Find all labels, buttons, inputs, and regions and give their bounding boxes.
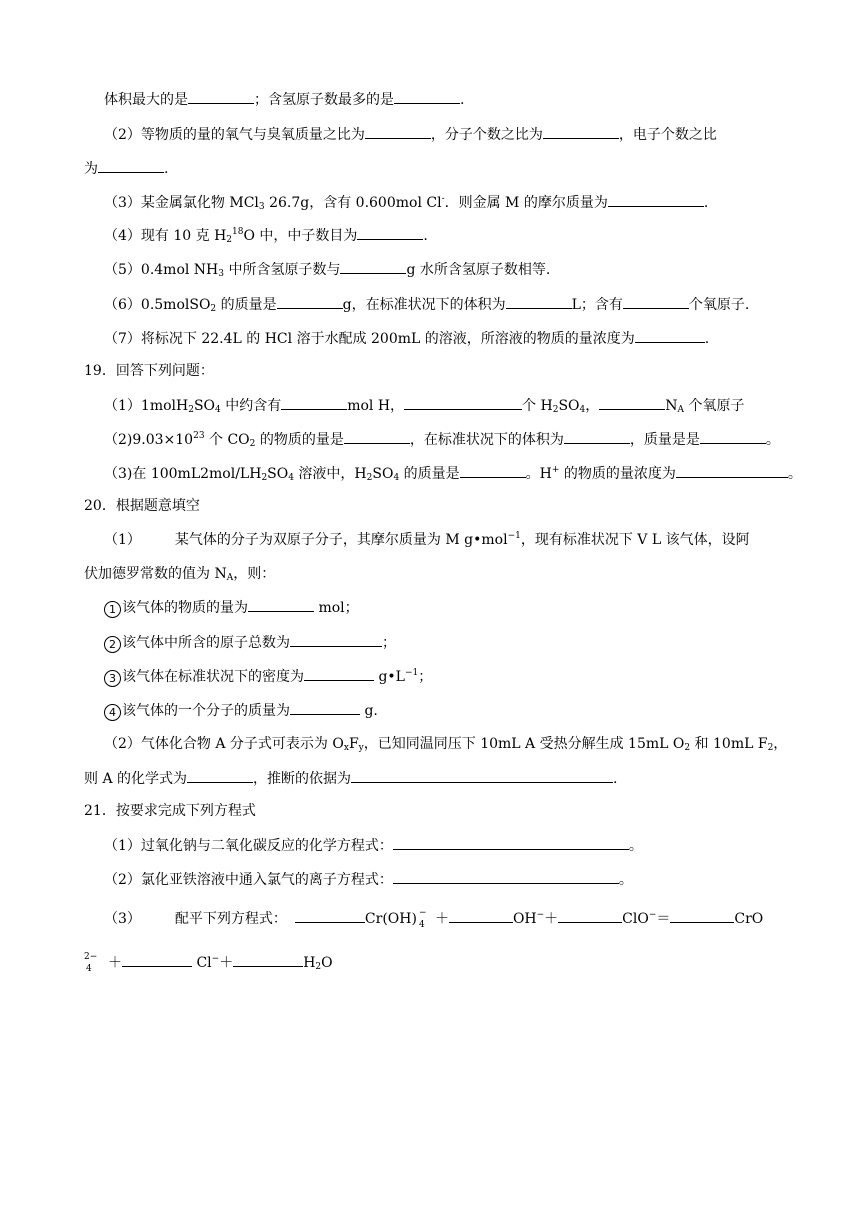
answer-blank[interactable] bbox=[449, 908, 513, 923]
text: . bbox=[703, 195, 709, 211]
text: ，电子个数之比 bbox=[618, 127, 717, 143]
text: . bbox=[704, 331, 710, 347]
text: 中约含有 bbox=[220, 398, 282, 414]
circled-number: 3 bbox=[104, 670, 121, 687]
subscript: 4 bbox=[288, 473, 294, 483]
text: 该气体的物质的量为 bbox=[122, 600, 248, 616]
text: H bbox=[303, 955, 316, 971]
subscript: 2 bbox=[366, 473, 373, 483]
text: 的质量是 bbox=[216, 297, 277, 313]
text: 的物质的量浓度为 bbox=[559, 466, 676, 482]
answer-blank[interactable] bbox=[506, 294, 572, 309]
text: ， bbox=[585, 398, 600, 414]
text: g，在标准状况下的体积为 bbox=[342, 297, 506, 313]
text: SO bbox=[193, 398, 216, 414]
text: 个氧原子 bbox=[684, 398, 745, 414]
subscript: 4 bbox=[86, 964, 92, 974]
text: ； bbox=[382, 635, 396, 651]
answer-blank[interactable] bbox=[188, 89, 254, 104]
answer-blank[interactable] bbox=[295, 908, 365, 923]
text: g. bbox=[360, 703, 378, 719]
text: ；含氢原子数最多的是 bbox=[254, 92, 394, 108]
text: O bbox=[321, 955, 333, 971]
text: SO bbox=[267, 466, 289, 482]
text: ，在标准状况下的体积为 bbox=[409, 432, 564, 448]
text: . bbox=[423, 228, 428, 244]
q21-part2 bbox=[104, 869, 633, 890]
q19-part3 bbox=[104, 463, 802, 484]
text: （2）氯化亚铁溶液中通入氯气的离子方程式： bbox=[104, 872, 393, 888]
text: 个氧原子. bbox=[688, 297, 750, 313]
subscript: A bbox=[226, 573, 234, 583]
q21-part3 bbox=[104, 908, 763, 929]
text: （7）将标况下 22.4L 的 HCl 溶于水配成 200mL 的溶液，所溶液的物质的量浓度为 bbox=[104, 331, 635, 347]
text: 中所含氢原子数与 bbox=[224, 262, 341, 278]
answer-blank[interactable] bbox=[187, 768, 253, 783]
text: ＋ bbox=[434, 911, 449, 927]
charge-stack bbox=[84, 952, 98, 974]
q20-part2 bbox=[104, 734, 787, 754]
text: ，现有标准状况下 V L 该气体，设阿 bbox=[520, 532, 750, 548]
answer-blank[interactable] bbox=[290, 700, 360, 715]
superscript: - bbox=[441, 194, 445, 204]
subscript: 2 bbox=[684, 743, 691, 753]
text: （1）过氧化钠与二氧化碳反应的化学方程式： bbox=[104, 838, 393, 854]
q19-part2 bbox=[104, 429, 780, 450]
q21-title: 21．按要求完成下列方程式 bbox=[84, 803, 256, 819]
answer-blank[interactable] bbox=[623, 294, 689, 309]
answer-blank[interactable] bbox=[393, 835, 629, 850]
q21-part1 bbox=[104, 835, 643, 856]
q20-part1 bbox=[104, 530, 750, 550]
text: （5）0.4mol NH bbox=[104, 262, 219, 278]
text: g•L bbox=[374, 669, 405, 685]
q18-part3 bbox=[104, 192, 708, 213]
text: 。H bbox=[525, 466, 552, 482]
answer-blank[interactable] bbox=[564, 429, 630, 444]
answer-blank[interactable] bbox=[277, 294, 343, 309]
subscript: 2 bbox=[552, 405, 559, 415]
text: SO bbox=[372, 466, 394, 482]
text: 和 10mL F bbox=[690, 736, 768, 752]
answer-blank[interactable] bbox=[599, 395, 665, 410]
text: 的质量是 bbox=[399, 466, 460, 482]
text: ClO bbox=[622, 911, 649, 927]
text: ＋ bbox=[219, 955, 234, 971]
answer-blank[interactable] bbox=[290, 632, 382, 647]
superscript: 23 bbox=[193, 431, 205, 441]
answer-blank[interactable] bbox=[98, 158, 164, 173]
charge: 2− bbox=[84, 952, 98, 962]
text: ．则金属 M 的摩尔质量为 bbox=[444, 195, 608, 211]
text: 体积最大的是 bbox=[104, 92, 188, 108]
answer-blank[interactable] bbox=[543, 124, 619, 139]
subscript: 4 bbox=[579, 405, 586, 415]
q21-part3-cont bbox=[84, 952, 333, 973]
text: . bbox=[460, 92, 465, 108]
subscript: 3 bbox=[218, 269, 224, 279]
text: （2)9.03×10 bbox=[104, 432, 194, 448]
answer-blank[interactable] bbox=[460, 463, 526, 478]
text: 该气体中所含的原子总数为 bbox=[122, 635, 290, 651]
text: . bbox=[613, 771, 618, 787]
text: 。 bbox=[765, 432, 780, 448]
text: （3） bbox=[104, 911, 141, 927]
text: ，则： bbox=[233, 566, 276, 582]
text: CrO bbox=[734, 911, 764, 927]
answer-blank[interactable] bbox=[304, 666, 374, 681]
circled-number: 1 bbox=[104, 601, 121, 618]
text: mol H， bbox=[347, 398, 405, 414]
text: mol； bbox=[314, 600, 359, 616]
q20-sub3 bbox=[104, 666, 432, 687]
text: ； bbox=[418, 669, 433, 685]
answer-blank[interactable] bbox=[635, 328, 705, 343]
text: ＋ bbox=[544, 911, 559, 927]
text: 该气体在标准状况下的密度为 bbox=[122, 669, 304, 685]
text: （1）1molH bbox=[104, 398, 189, 414]
text: Cl bbox=[192, 955, 212, 971]
text: O 中，中子数目为 bbox=[243, 228, 358, 244]
charge-stack bbox=[417, 908, 427, 930]
text: Cr(OH) bbox=[364, 911, 417, 927]
q20-sub1 bbox=[104, 597, 359, 618]
q18-part6 bbox=[104, 294, 749, 315]
text: （1） bbox=[104, 532, 141, 548]
q18-part5 bbox=[104, 259, 550, 280]
answer-blank[interactable] bbox=[394, 89, 460, 104]
q20-part1-cont bbox=[84, 564, 275, 584]
answer-blank[interactable] bbox=[122, 952, 192, 967]
text: 个 CO bbox=[204, 432, 250, 448]
q18-part7 bbox=[104, 328, 709, 349]
text: （3)在 100mL2mol/LH bbox=[104, 466, 262, 482]
text: 溶液中，H bbox=[293, 466, 367, 482]
answer-blank[interactable] bbox=[393, 869, 619, 884]
text: SO bbox=[558, 398, 580, 414]
answer-blank[interactable] bbox=[357, 225, 423, 240]
answer-blank[interactable] bbox=[670, 908, 734, 923]
text: F bbox=[348, 736, 359, 752]
subscript: 4 bbox=[418, 920, 425, 930]
text: 某气体的分子为双原子分子，其摩尔质量为 M g•mol bbox=[174, 532, 508, 548]
subscript: 3 bbox=[258, 202, 265, 212]
text: 。 bbox=[787, 466, 802, 482]
subscript: 4 bbox=[393, 473, 400, 483]
text: （6）0.5molSO bbox=[104, 297, 211, 313]
text: ，分子个数之比为 bbox=[430, 127, 543, 143]
circled-number: 4 bbox=[104, 704, 121, 721]
text: ，已知同温同压下 10mL A 受热分解生成 15mL O bbox=[363, 736, 685, 752]
q20-title: 20．根据题意填空 bbox=[84, 498, 200, 514]
answer-blank[interactable] bbox=[558, 908, 622, 923]
answer-blank[interactable] bbox=[676, 463, 788, 478]
answer-blank[interactable] bbox=[340, 259, 406, 274]
answer-blank[interactable] bbox=[700, 429, 766, 444]
circled-number: 2 bbox=[104, 636, 121, 653]
text: 。 bbox=[628, 838, 643, 854]
subscript: 2 bbox=[767, 743, 774, 753]
subscript: 2 bbox=[315, 962, 322, 972]
subscript: 4 bbox=[215, 405, 221, 415]
text: 则 A 的化学式为 bbox=[84, 771, 188, 787]
answer-blank[interactable] bbox=[608, 192, 704, 207]
text: ， bbox=[773, 736, 788, 752]
q18-part2-cont bbox=[84, 158, 168, 179]
text: （2）等物质的量的氧气与臭氧质量之比为 bbox=[104, 127, 365, 143]
text: 配平下列方程式： bbox=[174, 911, 287, 927]
answer-blank[interactable] bbox=[351, 768, 613, 783]
text: 伏加德罗常数的值为 N bbox=[84, 566, 227, 582]
subscript: 2 bbox=[188, 405, 194, 415]
q18-part2 bbox=[104, 124, 717, 145]
q20-part2-cont bbox=[84, 768, 617, 789]
text: 该气体的一个分子的质量为 bbox=[122, 703, 290, 719]
answer-blank[interactable] bbox=[365, 124, 431, 139]
subscript: 2 bbox=[261, 473, 268, 483]
subscript: 2 bbox=[249, 439, 256, 449]
text: g 水所含氢原子数相等. bbox=[406, 262, 551, 278]
answer-blank[interactable] bbox=[248, 597, 314, 612]
answer-blank[interactable] bbox=[344, 429, 410, 444]
text: . bbox=[164, 161, 169, 177]
superscript: 18 bbox=[232, 227, 244, 237]
superscript: − bbox=[536, 910, 545, 920]
q19-title: 19．回答下列问题： bbox=[84, 363, 214, 379]
text: 26.7g，含有 0.600mol Cl bbox=[264, 195, 442, 211]
charge: − bbox=[418, 908, 427, 918]
text: 的物质的量是 bbox=[255, 432, 344, 448]
superscript: − bbox=[211, 954, 220, 964]
subscript: y bbox=[358, 743, 364, 753]
text: ，推断的依据为 bbox=[253, 771, 352, 787]
text: ＝ bbox=[656, 911, 671, 927]
superscript: − bbox=[648, 910, 657, 920]
text: ，质量是是 bbox=[629, 432, 700, 448]
text: N bbox=[665, 398, 678, 414]
superscript: −1 bbox=[507, 531, 521, 541]
text: （2）气体化合物 A 分子式可表示为 O bbox=[104, 736, 344, 752]
subscript: x bbox=[343, 743, 349, 753]
q18-line-volume bbox=[104, 89, 464, 110]
answer-blank[interactable] bbox=[233, 952, 303, 967]
text: ＋ bbox=[108, 955, 122, 971]
q20-sub2 bbox=[104, 632, 396, 653]
superscript: + bbox=[551, 465, 560, 475]
answer-blank[interactable] bbox=[281, 395, 347, 410]
q20-sub4 bbox=[104, 700, 378, 721]
text: 。 bbox=[618, 872, 633, 888]
text: 个 H bbox=[522, 398, 553, 414]
subscript: 2 bbox=[226, 235, 233, 245]
text: （3）某金属氯化物 MCl bbox=[104, 195, 259, 211]
text: L；含有 bbox=[571, 297, 623, 313]
q19-part1 bbox=[104, 395, 744, 416]
text: （4）现有 10 克 H bbox=[104, 228, 227, 244]
superscript: −1 bbox=[404, 668, 419, 678]
subscript: 2 bbox=[210, 304, 217, 314]
answer-blank[interactable] bbox=[404, 395, 522, 410]
text: 为 bbox=[84, 161, 98, 177]
q18-part4 bbox=[104, 225, 428, 246]
text: OH bbox=[512, 911, 537, 927]
subscript: A bbox=[677, 405, 685, 415]
